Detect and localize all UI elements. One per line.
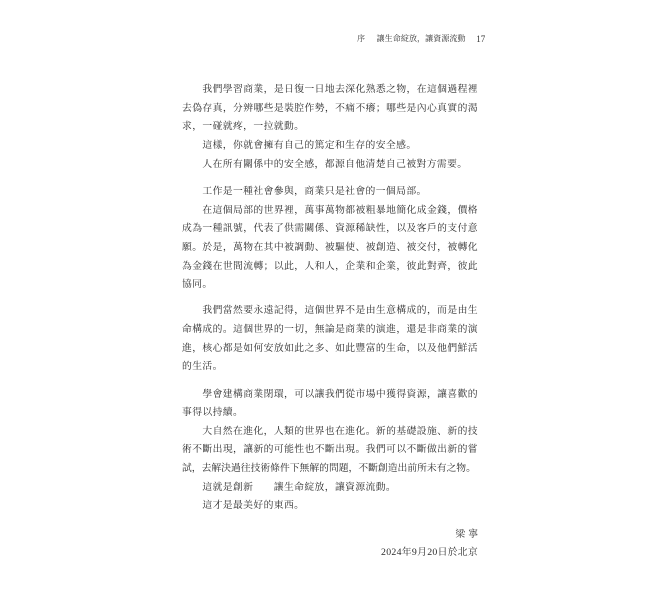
text-line: 為金錢在世間流轉；以此，人和人，企業和企業，彼此對齊，彼此 xyxy=(182,260,478,272)
text-line: 的生活。 xyxy=(182,361,223,373)
text-line: 這就是創新 讓生命綻放，讓資源流動。 xyxy=(202,481,397,493)
text-line: 我們學習商業，是日復一日地去深化熟悉之物，在這個過程裡 xyxy=(202,84,478,96)
text-line: 去偽存真，分辨哪些是裝腔作勢，不痛不癢；哪些是內心真實的渴 xyxy=(182,102,478,114)
page-number: 17 xyxy=(476,34,486,44)
paragraph-group xyxy=(182,183,478,295)
signature-block xyxy=(381,526,481,563)
chapter-title: 讓生命綻放，讓資源流動 xyxy=(376,34,466,43)
running-header xyxy=(357,33,485,45)
text-line: 試，去解決過往技術條件下無解的問題，不斷創造出前所未有之物。 xyxy=(182,463,476,475)
text-line: 事得以持續。 xyxy=(182,407,244,419)
text-line: 我們當然要永遠記得，這個世界不是由生意構成的，而是由生 xyxy=(202,305,478,317)
text-line: 工作是一種社會參與，商業只是社會的一個局部。 xyxy=(202,186,427,198)
text-line: 大自然在進化，人類的世界也在進化。新的基礎設施、新的技 xyxy=(202,425,478,437)
paragraph-group xyxy=(182,302,478,376)
text-line: 在這個局部的世界裡，萬事萬物都被粗暴地簡化成金錢，價格 xyxy=(202,204,478,216)
text-line: 學會建構商業閉環，可以讓我們從市場中獲得資源，讓喜歡的 xyxy=(202,388,478,400)
section-label: 序 xyxy=(357,34,365,43)
text-line: 協同。 xyxy=(182,279,213,291)
text-line: 術不斷出現，讓新的可能性也不斷出現。我們可以不斷做出新的嘗 xyxy=(182,444,478,456)
date-place: 2024年9月20日於北京 xyxy=(381,547,478,559)
paragraph-group xyxy=(182,81,478,174)
text-line: 命構成的。這個世界的一切，無論是商業的演進，還是非商業的演 xyxy=(182,323,478,335)
text-line: 成為一種訊號，代表了供需關係、資源稀缺性，以及客戶的支付意 xyxy=(182,223,478,235)
text-line: 人在所有關係中的安全感，都源自他清楚自己被對方需要。 xyxy=(202,158,468,170)
text-line: 願。於是，萬物在其中被調動、被驅使、被創造、被交付，被轉化 xyxy=(182,241,478,253)
text-line: 求，一碰就疼，一拉就動。 xyxy=(182,121,305,133)
author-name: 梁寧 xyxy=(455,528,481,540)
text-line: 進，核心都是如何安放如此之多、如此豐富的生命，以及他們鮮活 xyxy=(182,342,478,354)
paragraph-group xyxy=(182,386,478,516)
text-line: 這樣，你就會擁有自己的篤定和生存的安全感。 xyxy=(202,139,417,151)
text-line: 這才是最美好的東西。 xyxy=(202,500,305,512)
